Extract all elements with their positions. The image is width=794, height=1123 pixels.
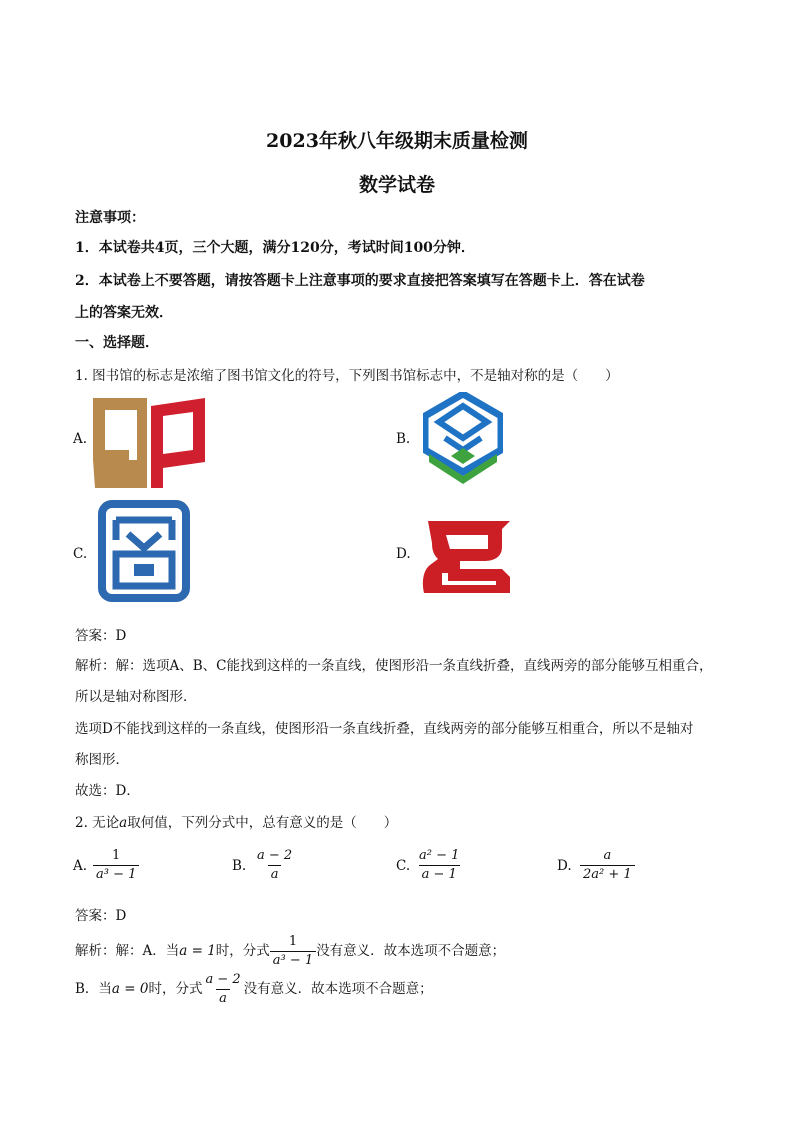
q1-option-a-label: A. <box>73 431 88 447</box>
q1-option-b-label: B. <box>396 431 411 447</box>
q1-analysis-line-4: 称图形． <box>75 752 129 768</box>
q2-option-a-label: A. <box>73 858 88 874</box>
notes-item-1: 1．本试卷共4页，三个大题，满分120分，考试时间100分钟． <box>75 240 475 256</box>
exam-subtitle: 数学试卷 <box>358 174 435 196</box>
q2-analysis-a: 解析：解：A．当a = 1时，分式 $\frac{1}{\text{a³ − 1}}$ 没有意义．故本选项不合题意； <box>75 934 506 968</box>
q2-stem: 2. 无论a取何值，下列分式中，总有意义的是（ ） <box>75 815 398 831</box>
q2-option-b-fraction: $\frac{a - 2}{a}$ <box>257 848 293 882</box>
notes-heading: 注意事项： <box>75 210 145 226</box>
q1-analysis-line-2: 所以是轴对称图形． <box>75 689 197 705</box>
q1-analysis-line-3: 选项D不能找到这样的一条直线，使图形沿一条直线折叠，直线两旁的部分能够互相重合，所以不是轴对 <box>75 721 694 737</box>
q1-analysis-line-1: 解析：解：选项A、B、C能找到这样的一条直线，使图形沿一条直线折叠，直线两旁的部分能够互相重合， <box>75 658 713 674</box>
q2-option-d-label: D. <box>557 858 572 874</box>
q1-option-d-label: D. <box>396 546 411 562</box>
q1-stem: 1. 图书馆的标志是浓缩了图书馆文化的符号，下列图书馆标志中，不是轴对称的是（ ） <box>75 368 619 384</box>
library-logo-c <box>98 500 190 602</box>
notes-item-2-line-1: 2．本试卷上不要答题，请按答题卡上注意事项的要求直接把答案填写在答题卡上．答在试卷 <box>75 273 645 289</box>
exam-title: 2023年秋八年级期末质量检测 <box>266 130 528 152</box>
q1-conclusion: 故选：D． <box>75 783 140 799</box>
notes-item-2-line-2: 上的答案无效． <box>75 305 173 321</box>
q1-answer: 答案：D <box>75 628 127 644</box>
section-heading-choice: 一、选择题． <box>75 335 159 351</box>
q2-option-a-fraction: $\frac{1}{\text{a³ − 1}}$ <box>93 848 139 883</box>
q2-option-c-fraction: $\frac{\text{a² − 1}}{a - 1}$ <box>419 848 460 882</box>
q2-option-b-label: B. <box>232 858 247 874</box>
library-logo-d <box>420 521 510 593</box>
q2-analysis-b: B．当a = 0时，分式 $\frac{a - 2}{a}$ 没有意义．故本选项不合题意； <box>75 972 433 1006</box>
library-logo-b <box>423 392 503 488</box>
q2-option-c-label: C. <box>396 858 411 874</box>
q2-answer: 答案：D <box>75 908 127 924</box>
q2-option-d-fraction: $\frac{a}{\text{2a² + 1}}$ <box>580 848 635 883</box>
library-logo-a <box>93 398 205 488</box>
q1-option-c-label: C. <box>73 546 88 562</box>
